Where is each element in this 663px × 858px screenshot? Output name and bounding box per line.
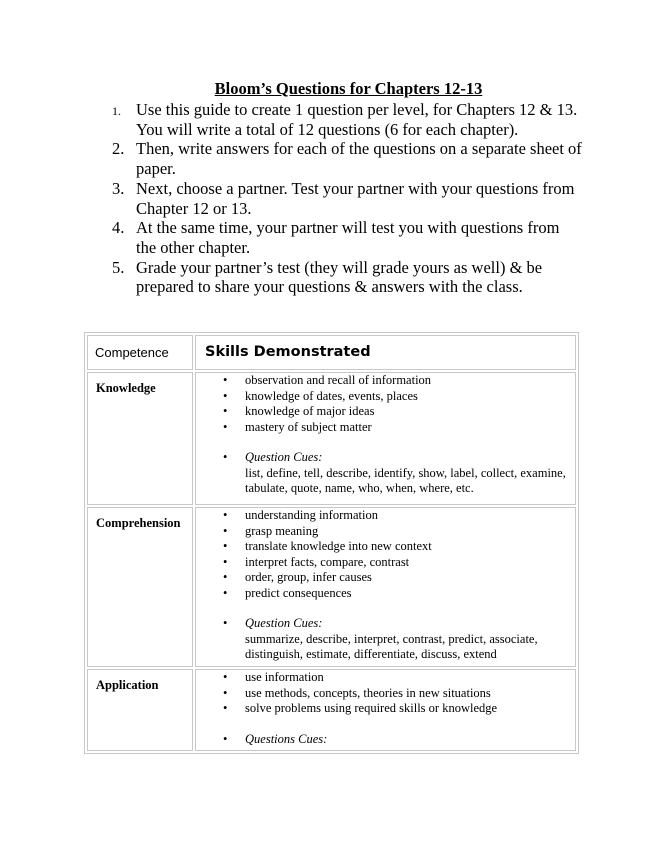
cues-item xyxy=(196,732,575,748)
skill-item: • order, group, infer causes xyxy=(196,570,575,586)
level-name: Application xyxy=(96,678,159,692)
skill-item: • grasp meaning xyxy=(196,524,575,540)
level-cell xyxy=(87,669,193,751)
instruction-item xyxy=(112,258,582,297)
instruction-number: 1. xyxy=(112,104,121,118)
instruction-item xyxy=(112,179,582,218)
instruction-item xyxy=(112,139,582,178)
instruction-number: 5. xyxy=(112,257,125,277)
cues-label: Question Cues: xyxy=(245,450,323,464)
table-row xyxy=(87,507,576,667)
skill-item: • understanding information xyxy=(196,508,575,524)
spacer xyxy=(196,601,575,616)
skills-header: Skills Demonstrated xyxy=(205,344,371,360)
skills-cell xyxy=(195,372,576,505)
instruction-item xyxy=(112,218,582,257)
instruction-text: At the same time, your partner will test you with questions from the other chapter. xyxy=(136,218,560,257)
skills-list xyxy=(196,508,575,601)
table-row xyxy=(87,669,576,751)
skill-item: • solve problems using required skills or knowledge xyxy=(196,701,575,717)
table-row xyxy=(87,372,576,505)
table-header-row xyxy=(87,335,576,370)
skill-item: • use information xyxy=(196,670,575,686)
cues-label: Questions Cues: xyxy=(245,731,328,746)
skill-item: • translate knowledge into new context xyxy=(196,539,575,555)
instruction-text: Next, choose a partner. Test your partner with your questions from Chapter 12 or 13. xyxy=(136,178,575,218)
skill-item: • use methods, concepts, theories in new situations xyxy=(196,686,575,702)
page-title-text: Bloom’s Questions for Chapters 12-13 xyxy=(214,79,483,98)
skills-header-cell xyxy=(195,335,576,370)
skills-list xyxy=(196,373,575,435)
instruction-item xyxy=(112,100,582,139)
instruction-text: Then, write answers for each of the questions on a separate sheet of paper. xyxy=(136,139,582,179)
cues-list xyxy=(196,732,575,748)
skill-item: • predict consequences xyxy=(196,586,575,602)
instruction-number: 2. xyxy=(112,139,125,159)
competence-header-cell xyxy=(87,335,193,370)
cues-list xyxy=(196,616,575,663)
cues-text: summarize, describe, interpret, contrast, predict, associate, distinguish, estimate, differentiate, discuss, extend xyxy=(245,631,538,661)
skills-cell xyxy=(195,669,576,751)
cues-item xyxy=(196,616,575,663)
level-cell xyxy=(87,507,193,667)
skill-item: • observation and recall of information xyxy=(196,373,575,389)
level-name: Knowledge xyxy=(96,381,156,395)
blooms-table xyxy=(84,332,579,754)
page-title xyxy=(0,79,663,99)
level-cell xyxy=(87,372,193,505)
spacer xyxy=(196,717,575,732)
instruction-text: Grade your partner’s test (they will grade yours as well) & be prepared to share your questions & answers with the class. xyxy=(136,257,543,297)
skill-item: • knowledge of major ideas xyxy=(196,404,575,420)
cues-item xyxy=(196,450,575,497)
skill-item: • mastery of subject matter xyxy=(196,420,575,436)
cues-list xyxy=(196,450,575,497)
instruction-text: Use this guide to create 1 question per level, for Chapters 12 & 13. You will write a total of 12 questions (6 for each chapter). xyxy=(136,100,578,139)
cues-text: list, define, tell, describe, identify, show, label, collect, examine, tabulate, quote, name, who, when, where, etc. xyxy=(245,465,566,495)
level-name: Comprehension xyxy=(96,516,181,530)
skill-item: • interpret facts, compare, contrast xyxy=(196,555,575,571)
instructions-list xyxy=(112,100,582,297)
competence-header: Competence xyxy=(95,345,169,360)
skills-list xyxy=(196,670,575,717)
cues-label: Question Cues: xyxy=(245,616,323,630)
instruction-number: 3. xyxy=(112,178,125,198)
spacer xyxy=(196,435,575,450)
skills-cell xyxy=(195,507,576,667)
skill-item: • knowledge of dates, events, places xyxy=(196,389,575,405)
instruction-number: 4. xyxy=(112,218,125,238)
